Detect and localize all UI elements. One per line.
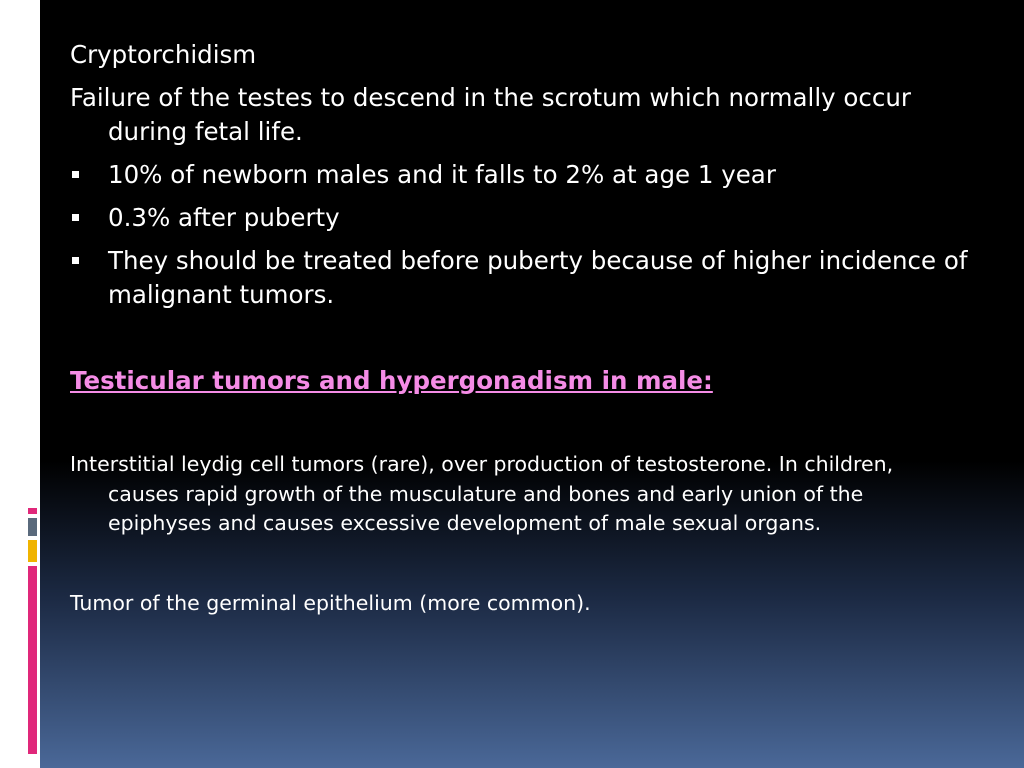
slide-title: Cryptorchidism: [70, 40, 257, 69]
square-bullet-icon: [72, 257, 79, 264]
accent-bar-pink-small: [28, 508, 37, 514]
bullet-text: 0.3% after puberty: [108, 203, 340, 232]
slide-content: [70, 38, 970, 618]
accent-bar-gray: [28, 518, 37, 536]
bullet-item: [70, 158, 970, 192]
accent-bar-yellow: [28, 540, 37, 562]
square-bullet-icon: [72, 214, 79, 221]
paragraph-leydig: Interstitial leydig cell tumors (rare), over production of testosterone. In children, causes rapid growth of the musculature and bones and early union of the epiphyses and causes excessive development of male sexual organs.: [70, 452, 894, 535]
bullet-item: [70, 201, 970, 235]
accent-bar-pink-long: [28, 566, 37, 754]
section-heading: Testicular tumors and hypergonadism in male:: [70, 366, 713, 395]
bullet-text: 10% of newborn males and it falls to 2% at age 1 year: [108, 160, 776, 189]
definition-text: Failure of the testes to descend in the scrotum which normally occur during fetal life.: [70, 83, 911, 146]
bullet-item: [70, 244, 970, 312]
bullet-text: They should be treated before puberty because of higher incidence of malignant tumors.: [108, 246, 968, 309]
paragraph-germinal: Tumor of the germinal epithelium (more common).: [70, 590, 591, 615]
square-bullet-icon: [72, 171, 79, 178]
